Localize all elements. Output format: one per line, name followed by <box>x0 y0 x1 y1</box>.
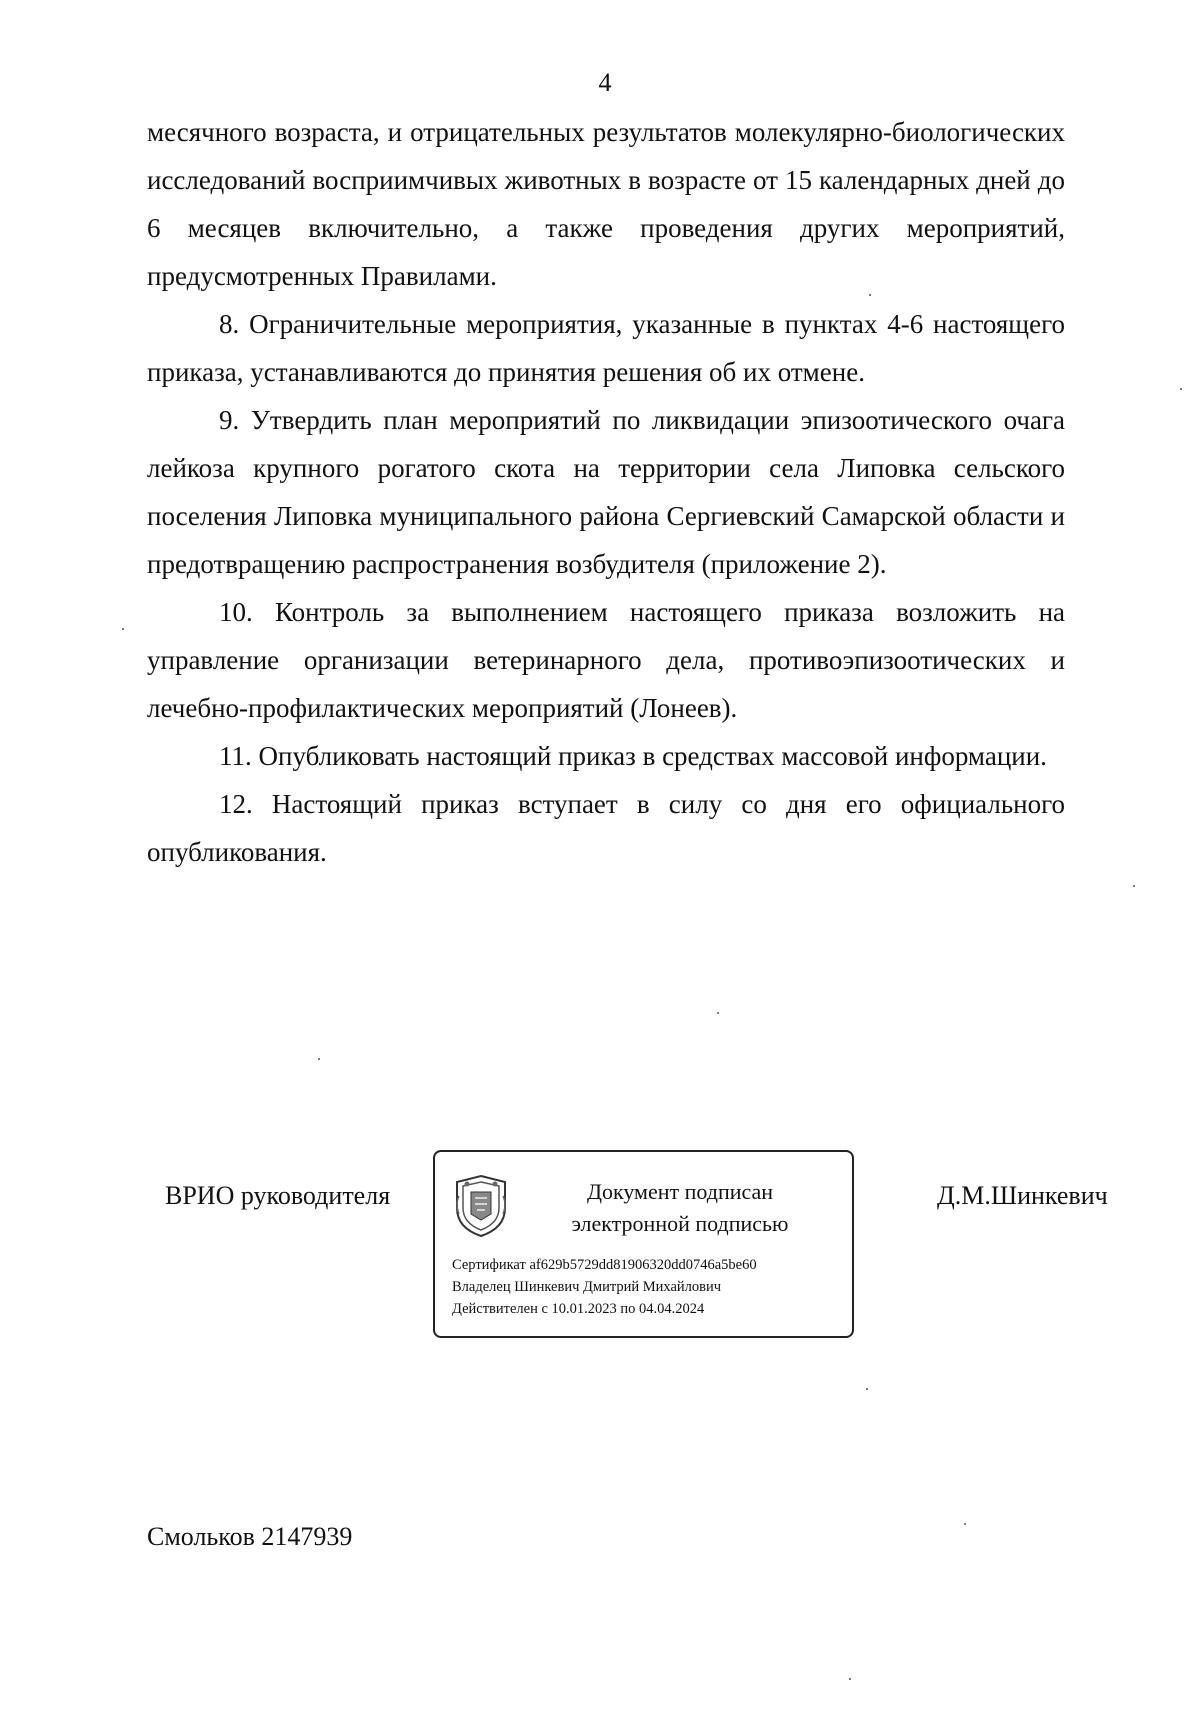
signatory-position: ВРИО руководителя <box>165 1181 391 1210</box>
stamp-title-line2: электронной подписью <box>571 1211 789 1236</box>
scan-speck <box>318 1058 320 1060</box>
stamp-title <box>545 1176 815 1240</box>
paragraph-item-9: 9. Утвердить план мероприятий по ликвидации эпизоотического очага лейкоза крупного рогатого скота на территории села Липовка сельского поселения Липовка муниципального района Сергиевский Самарской области и предотвращению распространения возбудителя (приложение 2). <box>147 405 1065 579</box>
scan-speck <box>1133 885 1135 887</box>
page-number: 4 <box>598 68 612 97</box>
scan-speck <box>849 1678 851 1680</box>
stamp-details <box>452 1254 757 1320</box>
stamp-validity: Действителен с 10.01.2023 по 04.04.2024 <box>452 1301 705 1317</box>
scan-speck <box>717 1012 719 1014</box>
stamp-certificate: Сертификат af629b5729dd81906320dd0746a5be60 <box>452 1257 757 1273</box>
scan-speck <box>1180 388 1182 390</box>
stamp-owner: Владелец Шинкевич Дмитрий Михайлович <box>452 1279 722 1295</box>
signatory-name: Д.М.Шинкевич <box>937 1181 1108 1210</box>
stamp-title-line1: Документ подписан <box>586 1179 774 1204</box>
paragraph-item-10: 10. Контроль за выполнением настоящего приказа возложить на управление организации ветеринарного дела, противоэпизоотических и лечебно-профилактических мероприятий (Лонеев). <box>147 597 1065 723</box>
scan-speck <box>869 294 871 296</box>
electronic-signature-stamp <box>433 1150 854 1338</box>
paragraph-continuation: месячного возраста, и отрицательных результатов молекулярно-биологических исследований восприимчивых животных в возрасте от 15 календарных дней до 6 месяцев включительно, а также проведения других мероприятий, предусмотренных Правилами. <box>147 117 1065 291</box>
paragraph-item-8: 8. Ограничительные мероприятия, указанные в пунктах 4-6 настоящего приказа, устанавливаются до принятия решения об их отмене. <box>147 309 1065 387</box>
paragraph-item-12: 12. Настоящий приказ вступает в силу со дня его официального опубликования. <box>147 789 1065 867</box>
paragraph-item-11: 11. Опубликовать настоящий приказ в средствах массовой информации. <box>219 741 1047 771</box>
executor-note: Смольков 2147939 <box>147 1522 353 1551</box>
scan-speck <box>866 1388 868 1390</box>
document-body <box>147 108 1065 876</box>
scan-speck <box>964 1523 966 1525</box>
scan-speck <box>122 628 124 630</box>
coat-of-arms-icon <box>453 1174 509 1238</box>
